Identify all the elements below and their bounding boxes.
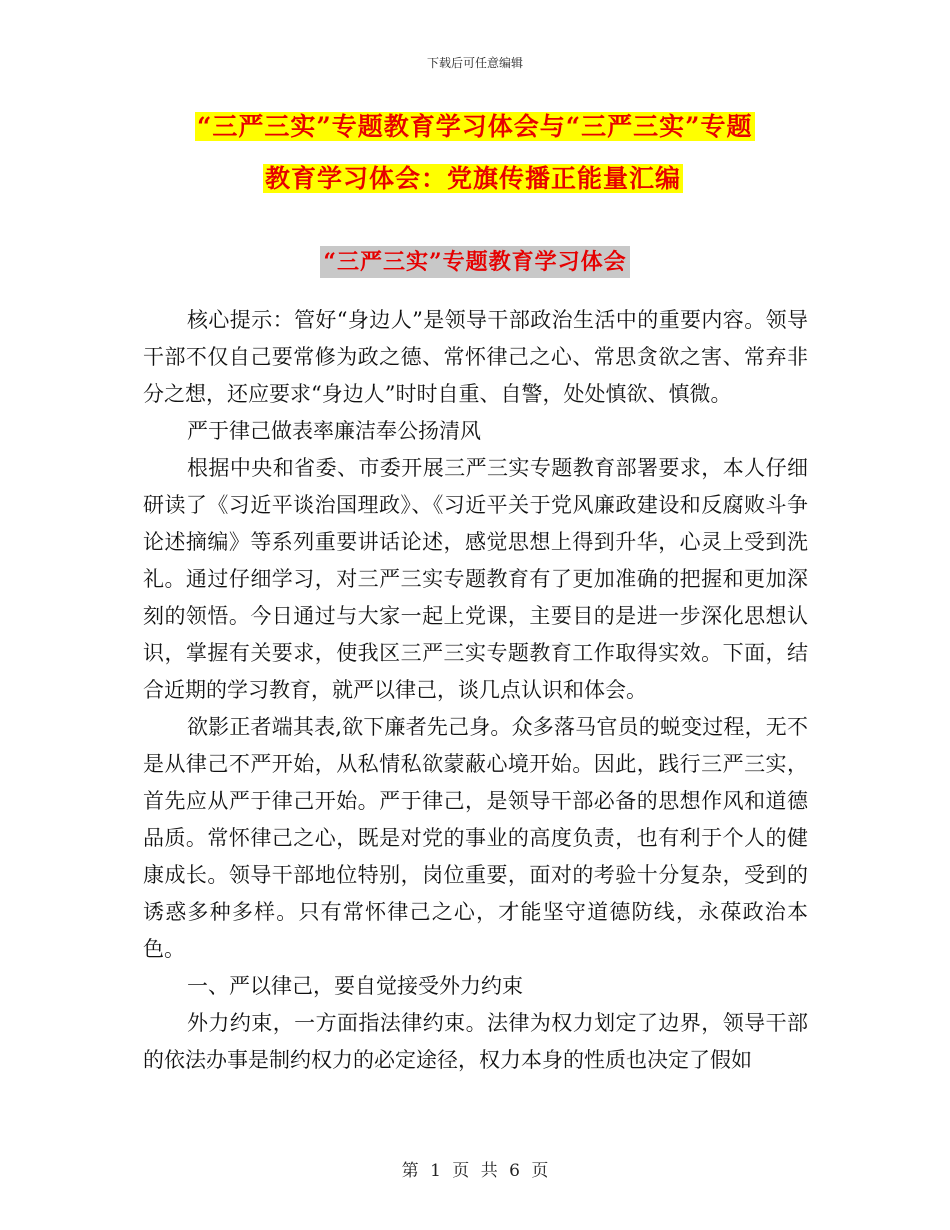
document-title: [0, 106, 950, 200]
title-line-1: [195, 106, 815, 148]
page-header-note: 下载后可任意编辑: [426, 56, 523, 70]
paragraph-subheading: 严于律己做表率廉洁奉公扬清风: [187, 419, 481, 443]
paragraph-heading-one: 一、严以律己，要自觉接受外力约束: [187, 974, 523, 998]
paragraph-self-discipline: 欲影正者端其表,欲下廉者先己身。众多落马官员的蜕变过程，无不是从律己不严开始，从私情私欲蒙蔽心境开始。因此，践行三严三实，首先应从严于律己开始。严于律己，是领导干部必备的思想作风和道德品质。常怀律己之心，既是对党的事业的高度负责，也有利于个人的健康成长。领导干部地位特别，岗位重要，面对的考验十分复杂，受到的诱惑多种多样。只有常怀律己之心，才能坚守道德防线，永葆政治本色。: [143, 715, 808, 961]
paragraph-external-constraint: 外力约束，一方面指法律约束。法律为权力划定了边界，领导干部的依法办事是制约权力的必定途径，权力本身的性质也决定了假如: [143, 1011, 808, 1072]
section-heading-text: “三严三实”专题教育学习体会: [320, 246, 629, 278]
document-body: [143, 302, 808, 1079]
title-line-2: [263, 158, 723, 200]
title-line-2-text: 教育学习体会：党旗传播正能量汇编: [265, 164, 682, 193]
section-heading: [0, 246, 950, 278]
paragraph-intro: 核心提示：管好“身边人”是领导干部政治生活中的重要内容。领导干部不仅自己要常修为政之德、常怀律己之心、常思贪欲之害、常弃非分之想，还应要求“身边人”时时自重、自警，处处慎欲、慎微。: [143, 308, 808, 406]
title-line-1-text: “三严三实”专题教育学习体会与“三严三实”专题: [197, 112, 753, 141]
page-footer: 第 1 页 共 6 页: [401, 1161, 549, 1181]
paragraph-study: 根据中央和省委、市委开展三严三实专题教育部署要求，本人仔细研读了《习近平谈治国理政》、《习近平关于党风廉政建设和反腐败斗争论述摘编》等系列重要讲话论述，感觉思想上得到升华，心灵上受到洗礼。通过仔细学习，对三严三实专题教育有了更加准确的把握和更加深刻的领悟。今日通过与大家一起上党课，主要目的是进一步深化思想认识，掌握有关要求，使我区三严三实专题教育工作取得实效。下面，结合近期的学习教育，就严以律己，谈几点认识和体会。: [143, 456, 808, 702]
